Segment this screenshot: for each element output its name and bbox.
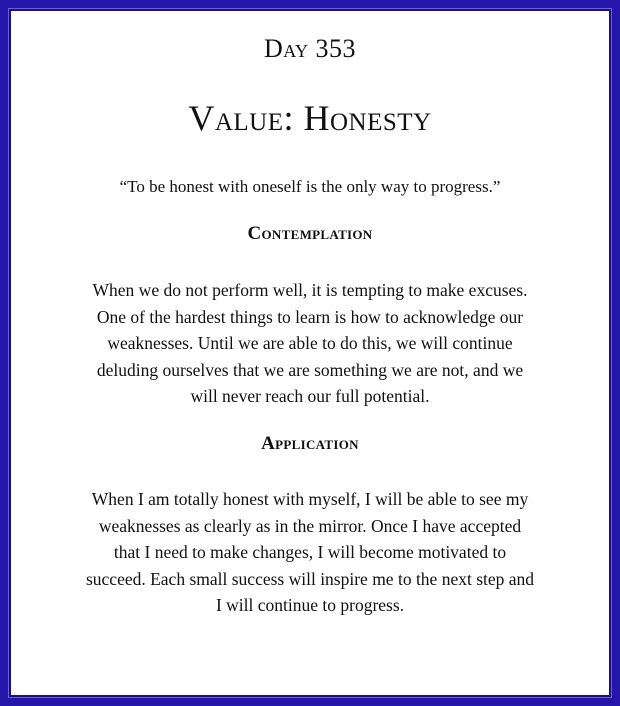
contemplation-line: When we do not perform well, it is tempting to make excuses.	[92, 280, 528, 300]
value-title: Value: Honesty	[188, 98, 432, 138]
application-line: When I am totally honest with myself, I will be able to see my	[91, 489, 529, 509]
quote: “To be honest with oneself is the only way to progress.”	[119, 177, 501, 196]
contemplation-line: weaknesses. Until we are able to do this, we will continue	[107, 333, 513, 353]
day-title: Day 353	[263, 34, 357, 63]
contemplation-paragraph	[49, 277, 571, 410]
contemplation-line: will never reach our full potential.	[190, 386, 430, 406]
contemplation-heading: Contemplation	[247, 223, 373, 244]
application-line: succeed. Each small success will inspire me to the next step and	[85, 568, 535, 589]
contemplation-line: One of the hardest things to learn is how to acknowledge our	[96, 306, 524, 327]
application-heading: Application	[261, 433, 359, 454]
application-line: weaknesses as clearly as in the mirror. Once I have accepted	[98, 515, 522, 536]
page-card	[8, 8, 612, 698]
application-line: I will continue to progress.	[215, 595, 405, 615]
application-line: that I need to make changes, I will become motivated to	[113, 542, 507, 562]
contemplation-line: deluding ourselves that we are something we are not, and we	[96, 359, 524, 380]
application-paragraph	[49, 486, 571, 619]
